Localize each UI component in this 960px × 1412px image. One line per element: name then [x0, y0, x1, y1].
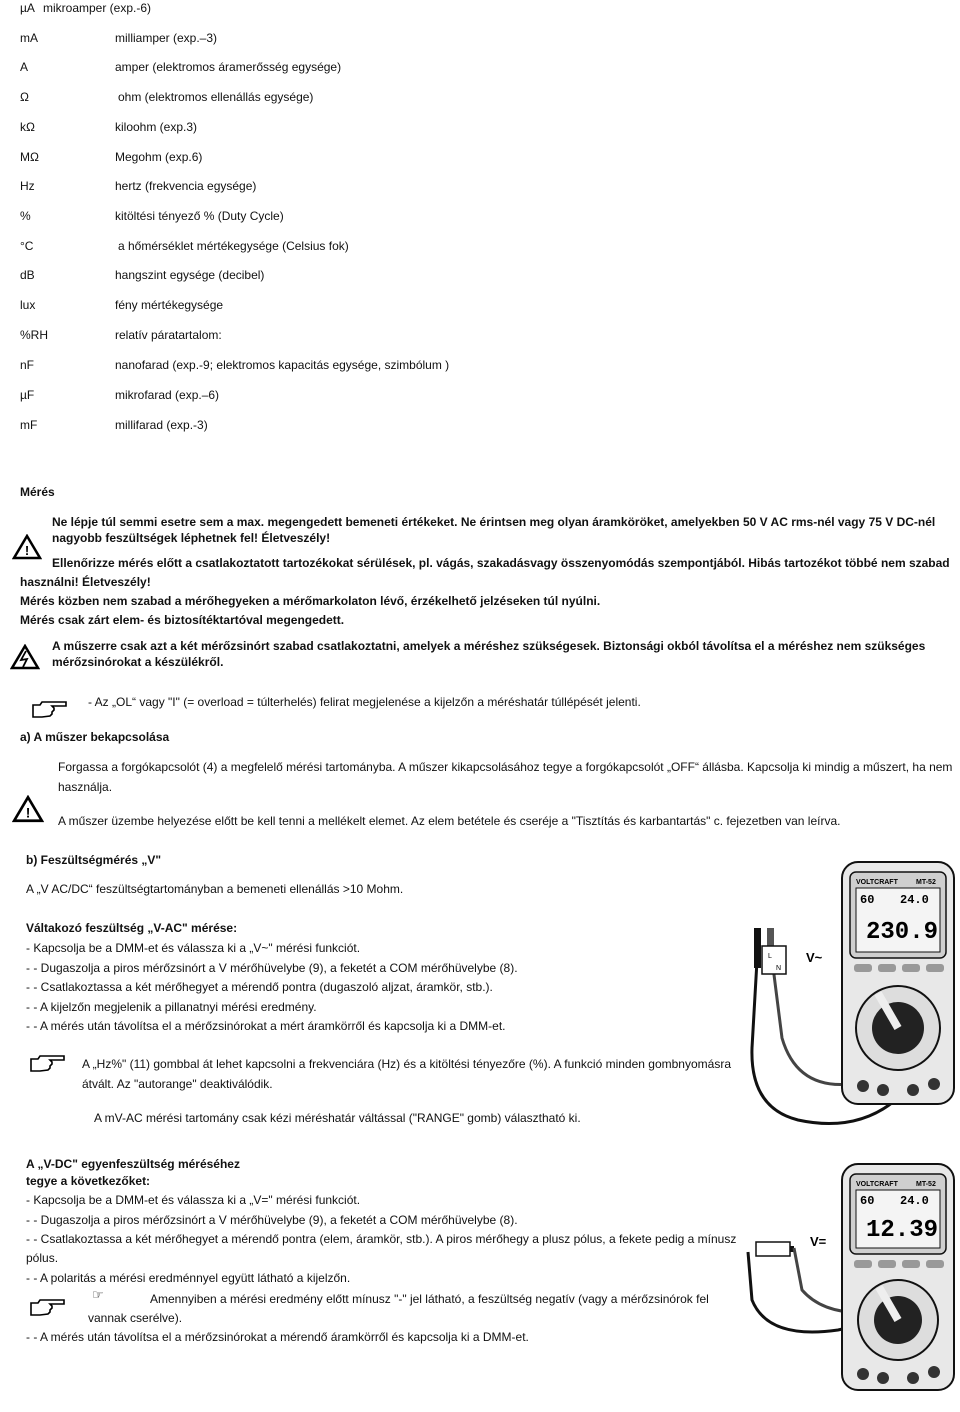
battery-note: A műszer üzembe helyezése előtt be kell tenni a mellékelt elemet. Az elem betétele és cseréje a "Tisztítás és karbantartás" c. fejezetben van leírva. — [58, 814, 841, 828]
ac-step: - Kapcsolja be a DMM-et és válassza ki a „V~" mérési funkciót. — [26, 941, 361, 955]
ac-step: - - A kijelzőn megjelenik a pillanatnyi mérési eredmény. — [26, 1000, 317, 1014]
unit-symbol: kΩ — [20, 120, 35, 134]
dc-heading-2: tegye a következőket: — [26, 1174, 151, 1188]
unit-symbol: MΩ — [20, 150, 39, 164]
unit-symbol: A — [20, 60, 29, 74]
unit-symbol: Hz — [20, 179, 35, 193]
unit-description: amper (elektromos áramerősség egysége) — [115, 60, 342, 74]
socket-box — [762, 946, 786, 974]
dc-step-last: - - A mérés után távolítsa el a mérőzsinórokat a mérendő áramkörről és kapcsolja ki a DMM-et. — [26, 1330, 529, 1344]
warning-text-5: A műszerre csak azt a két mérőzsinórt szabad csatlakoztatni, amelyek a méréshez szükségesek. Biztonsági okból távolítsa el a méréshez nem szükséges mérőzsinórokat a készülékről. — [52, 639, 926, 670]
battery-icon — [756, 1242, 790, 1256]
unit-description: relatív páratartalom: — [115, 328, 222, 342]
dc-step: - - Csatlakoztassa a két mérőhegyet a mérendő pontra (elem, áramkör, stb.). A piros mérőhegy a plusz pólus, a fekete pedig a mínusz pólus. — [26, 1232, 737, 1265]
dc-step: - - Dugaszolja a piros mérőzsinórt a V mérőhüvelybe (9), a feketét a COM mérőhüvelybe (8). — [26, 1213, 518, 1227]
dc-heading: A „V-DC" egyenfeszültség méréséhez — [26, 1157, 240, 1171]
warning-text-2a: Ellenőrizze mérés előtt a csatlakoztatott tartozékokat sérülések, pl. vágás, szakadásvagy összenyomódás szempontjából. Hibás tartozékot többé nem szabad — [52, 556, 950, 570]
section-heading-power-on: a) A műszer bekapcsolása — [20, 730, 170, 744]
unit-symbol: % — [20, 209, 31, 223]
probe-tip — [754, 928, 761, 968]
meter-main-reading: 12.39 — [866, 1217, 939, 1244]
unit-description: kitöltési tényező % (Duty Cycle) — [115, 209, 284, 223]
meter-function-label: V~ — [806, 950, 823, 965]
unit-description: kiloohm (exp.3) — [115, 120, 198, 134]
dc-step: - - A polaritás a mérési eredménnyel együtt látható a kijelzőn. — [26, 1271, 351, 1285]
dc-polarity-note: Amennyiben a mérési eredmény előtt mínusz "-" jel látható, a feszültség negatív (vagy a mérőzsinórok fel vannak cserélve). — [88, 1292, 709, 1325]
overload-note: - Az „OL“ vagy "I" (= overload = túlterhelés) felirat megjelenése a kijelzőn a méréshatár túllépését jelenti. — [88, 695, 641, 709]
ac-step: - - Dugaszolja a piros mérőzsinórt a V mérőhüvelybe (9), a feketét a COM mérőhüvelybe (8). — [26, 961, 518, 975]
svg-text:!: ! — [24, 543, 30, 558]
warning-text-4: Mérés csak zárt elem- és biztosítéktartóval megengedett. — [20, 613, 345, 627]
unit-description: hertz (frekvencia egysége) — [115, 179, 257, 193]
unit-description: nanofarad (exp.-9; elektromos kapacitás egysége, szimbólum ) — [115, 358, 450, 372]
warning-text-1: Ne lépje túl semmi esetre sem a max. megengedett bemeneti értékeket. Ne érintsen meg olyan áramköröket, amelyekben 50 V AC rms-nél vagy 75 V DC-nél nagyobb feszültségek léphetnek fel! Életveszély! — [52, 515, 936, 546]
pointing-hand-icon — [28, 1296, 68, 1320]
pointing-hand-icon — [30, 698, 70, 722]
warning-icon — [12, 534, 42, 560]
unit-description: ohm (elektromos ellenállás egysége) — [118, 90, 314, 104]
unit-symbol: dB — [20, 268, 35, 282]
meter-brand: VOLTCRAFT — [856, 1181, 898, 1188]
unit-description: milliamper (exp.–3) — [115, 31, 218, 45]
svg-text:N: N — [776, 965, 782, 972]
unit-symbol: nF — [20, 358, 35, 372]
small-hand-icon: ☞ — [92, 1287, 104, 1302]
hz-note: A „Hz%" (11) gombbal át lehet kapcsolni a frekvenciára (Hz) és a kitöltési tényezőre (%). A funkció minden gombnyomásra átvált. Az "autorange" deaktiválódik. — [82, 1057, 731, 1091]
svg-text:L: L — [768, 953, 772, 960]
unit-symbol: °C — [20, 239, 34, 253]
ac-step: - - A mérés után távolítsa el a mérőzsinórokat a mért áramkörről és kapcsolja ki a DMM-et. — [26, 1019, 506, 1033]
multimeter-dc-illustration — [738, 1160, 960, 1396]
high-voltage-warning-icon — [10, 644, 40, 670]
meter-main-reading: 230.9 — [866, 919, 939, 946]
ac-heading: Váltakozó feszültség „V-AC" mérése: — [26, 921, 238, 935]
meter-brand: VOLTCRAFT — [856, 879, 898, 886]
unit-symbol: lux — [20, 298, 36, 312]
svg-text:!: ! — [25, 804, 31, 821]
voltage-intro: A „V AC/DC“ feszültségtartományban a bemeneti ellenállás >10 Mohm. — [26, 882, 404, 896]
power-on-paragraph: Forgassa a forgókapcsolót (4) a megfelelő mérési tartományba. A műszer kikapcsolásához tegye a forgókapcsolót „OFF“ állásba. Kapcsolja ki mindig a műszert, ha nem használja. — [58, 760, 953, 794]
unit-description: millifarad (exp.-3) — [115, 418, 208, 432]
unit-symbol: Ω — [20, 90, 29, 104]
meter-sub-reading: 60 — [860, 893, 875, 907]
section-heading-meres: Mérés — [20, 485, 55, 499]
mv-note: A mV-AC mérési tartomány csak kézi méréshatár váltással ("RANGE" gomb) választható ki. — [94, 1111, 581, 1125]
unit-description: fény mértékegysége — [115, 298, 224, 312]
meter-sub-reading: 24.0 — [900, 893, 929, 907]
unit-description: Megohm (exp.6) — [115, 150, 203, 164]
meter-model: MT-52 — [916, 1181, 936, 1188]
warning-icon — [12, 795, 44, 823]
pointing-hand-icon — [28, 1052, 68, 1076]
unit-description: mikrofarad (exp.–6) — [115, 388, 220, 402]
meter-sub-reading: 24.0 — [900, 1194, 929, 1208]
unit-symbol: mF — [20, 418, 38, 432]
warning-text-2b: használni! Életveszély! — [20, 575, 151, 589]
unit-description: a hőmérséklet mértékegysége (Celsius fok) — [118, 239, 349, 253]
dc-step: - Kapcsolja be a DMM-et és válassza ki a „V=" mérési funkciót. — [26, 1193, 361, 1207]
unit-description: hangszint egysége (decibel) — [115, 268, 265, 282]
ac-step: - - Csatlakoztassa a két mérőhegyet a mérendő pontra (dugaszoló aljzat, áramkör, stb.). — [26, 980, 493, 994]
warning-text-3: Mérés közben nem szabad a mérőhegyeken a mérőmarkolaton lévő, érzékelhető jelzéseken túl nyúlni. — [20, 594, 601, 608]
unit-symbol: µA — [20, 1, 35, 15]
section-heading-voltage: b) Feszültségmérés „V" — [26, 853, 162, 867]
unit-description: mikroamper (exp.-6) — [43, 1, 152, 15]
meter-model: MT-52 — [916, 879, 936, 886]
meter-function-label: V= — [810, 1234, 827, 1249]
unit-symbol: mA — [20, 31, 38, 45]
meter-sub-reading: 60 — [860, 1194, 875, 1208]
unit-symbol: µF — [20, 388, 35, 402]
unit-symbol: %RH — [20, 328, 49, 342]
multimeter-ac-illustration — [738, 858, 960, 1152]
